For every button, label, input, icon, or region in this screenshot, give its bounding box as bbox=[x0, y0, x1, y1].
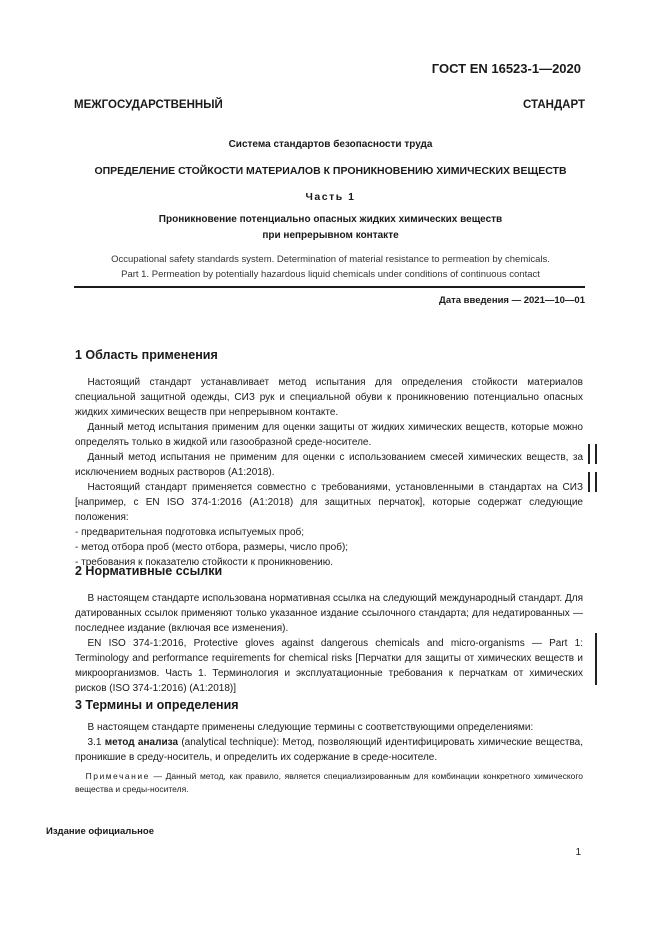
change-bar bbox=[595, 444, 597, 464]
change-bar bbox=[595, 472, 597, 492]
section-2-paragraph: В настоящем стандарте использована нормативная ссылка на следующий международный стандарт. Для датированных ссылок применяют только указанное издание ссылочного стандарта; для недатированных — последнее издание (включая все изменения). bbox=[75, 593, 583, 634]
section-3-paragraph: В настоящем стандарте применены следующие термины с соответствующими определениями: bbox=[87, 722, 534, 733]
section-1-heading: 1 Область применения bbox=[75, 348, 218, 362]
english-title bbox=[60, 252, 601, 282]
term: метод анализа bbox=[104, 737, 179, 748]
effective-date: Дата введения — 2021—10—01 bbox=[439, 295, 585, 306]
subtitle-line-2: при непрерывном контакте bbox=[262, 230, 399, 241]
list-item: - предварительная подготовка испытуемых проб; bbox=[75, 527, 305, 538]
section-2-heading: 2 Нормативные ссылки bbox=[75, 564, 223, 578]
main-title: ОПРЕДЕЛЕНИЕ СТОЙКОСТИ МАТЕРИАЛОВ К ПРОНИКНОВЕНИЮ ХИМИЧЕСКИХ ВЕЩЕСТВ bbox=[94, 165, 567, 177]
subtitle-line-1: Проникновение потенциально опасных жидких химических веществ bbox=[158, 214, 503, 225]
interstate-standard-banner: МЕЖГОСУДАРСТВЕННЫЙ СТАНДАРТ bbox=[74, 99, 585, 111]
note-label: Примечание bbox=[85, 771, 150, 781]
english-title-line-2: Part 1. Permeation by potentially hazardous liquid chemicals under conditions of continuous contact bbox=[121, 269, 540, 280]
term-definition-text: (analytical technique): Метод, позволяющий идентифицировать химические вещества, проникшие в среду-носитель, и определить их содержание в среде-носителе. bbox=[75, 737, 584, 763]
term-number: 3.1 bbox=[87, 737, 102, 748]
page-number: 1 bbox=[575, 847, 581, 858]
note bbox=[75, 770, 583, 796]
note-text: — Данный метод, как правило, является специализированным для комбинации конкретного химического вещества и среды-носителя. bbox=[75, 771, 583, 794]
change-bar bbox=[595, 633, 597, 685]
section-2-body bbox=[75, 591, 583, 696]
term-definition bbox=[75, 735, 583, 765]
subtitle bbox=[60, 212, 601, 244]
section-1-paragraph: Данный метод испытания не применим для оценки с использованием смесей химических веществ, за исключением водных растворов (A1:2018). bbox=[75, 452, 583, 478]
section-1-body bbox=[75, 375, 583, 570]
section-2-paragraph: EN ISO 374-1:2016, Protective gloves against dangerous chemicals and micro-organisms — Part 1: Terminology and performance requirements for chemical risks [Перчатки для защиты от химических веществ и микроорганизмов. Часть 1. Терминология и эксплуатационные требования к перчаткам от химических рисков (ISO 374-1:2016) (A1:2018)] bbox=[75, 638, 583, 694]
document-id: ГОСТ EN 16523-1—2020 bbox=[431, 61, 581, 76]
english-title-line-1: Occupational safety standards system. Determination of material resistance to permeation by chemicals. bbox=[111, 254, 550, 265]
system-title: Система стандартов безопасности труда bbox=[228, 139, 433, 150]
change-bar bbox=[588, 472, 590, 492]
section-3-body bbox=[75, 720, 583, 796]
header-rule bbox=[74, 286, 585, 288]
list-item: - метод отбора проб (место отбора, размеры, число проб); bbox=[75, 542, 349, 553]
change-bar bbox=[588, 444, 590, 464]
section-3-heading: 3 Термины и определения bbox=[75, 698, 239, 712]
official-edition-label: Издание официальное bbox=[46, 826, 154, 837]
part-label: Часть 1 bbox=[305, 191, 356, 203]
section-1-paragraph: Настоящий стандарт устанавливает метод испытания для определения стойкости материалов специальной защитной одежды, СИЗ рук и специальной обуви к проникновению потенциально опасных жидких химических веществ при непрерывном контакте. bbox=[75, 377, 583, 418]
list-item: - требования к показателю стойкости к проникновению. bbox=[75, 557, 333, 568]
section-1-paragraph: Настоящий стандарт применяется совместно с требованиями, установленными в стандартах на СИЗ [например, с EN ISO 374-1:2016 (A1:2018) для защитных перчаток], которые содержат следующие положения: bbox=[75, 482, 583, 523]
section-1-paragraph: Данный метод испытания применим для оценки защиты от жидких химических веществ, которые можно определять только в жидкой или газообразной среде-носителе. bbox=[75, 422, 583, 448]
